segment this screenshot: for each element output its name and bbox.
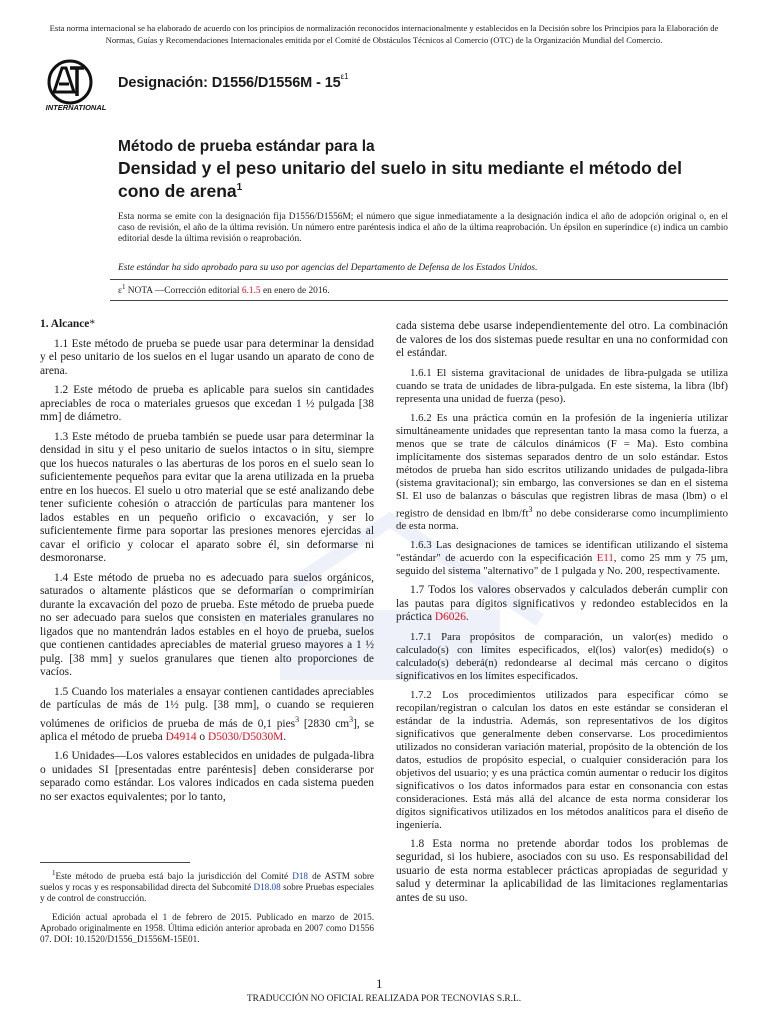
title-main: Densidad y el peso unitario del suelo in situ mediante el método del cono de arena <box>118 158 682 201</box>
p163-b: , como 25 mm y 75 µm, seguido del sistema "alternativo" de 1 pulgada y No. 200, respectivamente. <box>396 552 728 578</box>
p15-d: ], se aplica el método de prueba <box>40 717 374 743</box>
link-d18[interactable]: D18 <box>292 871 309 882</box>
international-notice: Esta norma internacional se ha elaborado de acuerdo con los principios de normalización reconocidos internacionalmente y establecidos en la Decisión sobre los Principios para la Elaboración de Normas, Guías y Recomendaciones Internacionales emitida por el Comité de Obstáculos Técnicos al Comercio (OTC) de la Organización Mundial del Comercio. <box>49 23 719 45</box>
designation-sup: ε1 <box>340 72 349 81</box>
p12-a: 1.2 Este método de prueba es aplicable para suelos sin cantidades apreciables de roca o materiales gruesos que excedan 1 <box>40 384 374 410</box>
p15-frac: ½ <box>170 699 179 711</box>
astm-logo-icon <box>40 58 112 112</box>
p15-b: pulg. [38 mm], o cuando se requieren volúmenes de orificios de prueba de más de 0,1 pies <box>40 699 374 730</box>
p15-sup: 3 <box>295 714 300 724</box>
paragraph-1-6-2 <box>396 412 728 534</box>
link-e11[interactable]: E11 <box>596 552 614 565</box>
p15-sup2: 3 <box>349 714 354 724</box>
p12-frac: ½ <box>305 397 315 410</box>
footnote-1 <box>40 868 374 904</box>
paragraph-continued: cada sistema debe usarse independientemente del otro. La combinación de valores de los dos sistemas puede resultar en una no conformidad con el estándar. <box>396 320 728 359</box>
heading-text: 1. Alcance <box>40 318 90 330</box>
footnote-2: Edición actual aprobada el 1 de febrero de 2015. Publicado en marzo de 2015. Aprobado originalmente en 1958. Última edición anterior aprobada en 2007 como D1556 07. DOI: 10.1520/D1556_D1556M-15E01. <box>40 912 374 945</box>
erratum-text-b: en enero de 2016. <box>260 286 330 297</box>
paragraph-1-6-3 <box>396 539 728 578</box>
link-d5030[interactable]: D5030/D5030M <box>207 730 284 743</box>
designation-text: Designación: D1556/D1556M - 15 <box>118 74 341 91</box>
link-d6026[interactable]: D6026 <box>434 611 466 624</box>
paragraph-1-1: 1.1 Este método de prueba se puede usar para determinar la densidad y el peso unitario de los suelos en el lugar usando un aparato de cono de arena. <box>40 337 374 377</box>
erratum-link[interactable]: 6.1.5 <box>241 286 261 297</box>
p14-b: pulg. [38 mm] y suelos granulares que tienen alto proporciones de vacíos. <box>40 652 374 678</box>
fn1-c: sobre Pruebas especiales y de control de construcción. <box>40 882 374 904</box>
paragraph-1-7 <box>396 584 728 625</box>
divider <box>110 279 728 280</box>
paragraph-1-8: 1.8 Esta norma no pretende abordar todos los problemas de seguridad, si los hubiere, asociados con su uso. Es responsabilidad del usuario de esta norma establecer prácticas apropiadas de seguridad y salud y determinar la aplicabilidad de las limitaciones reglamentarias antes de su uso. <box>396 837 728 904</box>
fn1-sup: 1 <box>52 869 56 877</box>
divider <box>110 300 728 301</box>
p15-f: . <box>283 730 287 743</box>
paragraph-1-7-2: 1.7.2 Los procedimientos utilizados para especificar cómo se recopilan/registran o calculan los datos en este estándar se consideran el estándar de la industria. Además, son representativos de los dígitos significativos que generalmente deben conservarse. Los procedimientos utilizados no consideran variación material, propósito de la obtención de los datos, estudios de propósito especial, o cualquier consideración para los objetivos del usuario; y es una práctica común aumentar o reducir los dígitos significativos o los datos informados para estar en consonancia con estas consideraciones. Está más allá del alcance de esta norma considerar los dígitos significativos utilizados en los métodos analíticos para el diseño de ingeniería. <box>396 688 728 831</box>
title-line2 <box>118 158 728 201</box>
p14-frac: ½ <box>365 639 374 651</box>
fn1-b: de ASTM sobre suelos y rocas y es responsabilidad directa del Subcomité <box>40 871 375 893</box>
section-heading <box>40 318 374 332</box>
p12-b: pulgada [38 mm] de diámetro. <box>40 397 374 423</box>
paragraph-1-6: 1.6 Unidades—Los valores establecidos en unidades de pulgada-libra o unidades SI [presentadas entre paréntesis] deben considerarse por separado como estándar. Los valores indicados en cada sistema pueden no ser exactos equivalentes; por lo tanto, <box>40 750 374 803</box>
paragraph-1-6-1: 1.6.1 El sistema gravitacional de unidades de libra-pulgada se utiliza cuando se trata de unidades de libra-pulgada. En este sistema, la libra (lbf) representa una unidad de fuerza (peso). <box>396 366 728 405</box>
p17-a: 1.7 Todos los valores observados y calculados deberán cumplir con las pautas para dígitos significativos y redondeo establecidos en la práctica <box>396 584 728 624</box>
designation <box>118 74 348 91</box>
paragraph-1-3: 1.3 Este método de prueba también se puede usar para determinar la densidad in situ y el peso unitario de suelos intactos o in situ, siempre que los huecos naturales o las aberturas de los poros en el suelo sean lo suficientemente pequeños para evitar que la arena utilizada en la prueba entre en los huecos. El suelo u otro material que se esté analizando debe tener suficiente cohesión o atracción de partículas para mantener los lados estables en un pequeño orificio o excavación, y ser lo suficientemente firme para soportar las presiones menores ejercidas al cavar el orificio y colocar el aparato sobre él, sin deformarse ni desmoronarse. <box>40 430 374 564</box>
right-column <box>396 320 728 911</box>
logo-text: INTERNATIONAL <box>45 103 107 112</box>
title-line1: Método de prueba estándar para la <box>118 138 375 155</box>
issuance-note: Esta norma se emite con la designación fija D1556/D1556M; el número que sigue inmediatamente a la designación indica el año de adopción original o, en el caso de revisión, el año de la última revisión. Un número entre paréntesis indica el año de la última reaprobación. Un épsilon en superíndice (ε) indica un cambio editorial desde la última revisión o reaprobación. <box>118 212 728 245</box>
footnote-rule <box>40 862 190 863</box>
fn1-a: Este método de prueba está bajo la jurisdicción del Comité <box>55 871 293 882</box>
p15-e: o <box>196 730 208 743</box>
paragraph-1-4 <box>40 572 374 680</box>
erratum-text-a: NOTA —Corrección editorial <box>125 286 242 297</box>
translation-note: TRADUCCIÓN NO OFICIAL REALIZADA POR TECNOVIAS S.R.L. <box>246 994 522 1004</box>
paragraph-1-2 <box>40 384 374 425</box>
paragraph-1-5 <box>40 686 374 745</box>
erratum-sup: 1 <box>121 283 126 291</box>
link-d4914[interactable]: D4914 <box>165 730 197 743</box>
title-footnote-mark: 1 <box>236 182 243 193</box>
link-d18-08[interactable]: D18.08 <box>253 882 281 893</box>
erratum-epsilon: ε <box>118 286 122 297</box>
p163-a: 1.6.3 Las designaciones de tamices se identifican utilizando el sistema "estándar" de acuerdo con la especificación <box>396 539 728 565</box>
footnotes <box>40 868 374 953</box>
p15-a: 1.5 Cuando los materiales a ensayar contienen cantidades apreciables de partículas de más de 1 <box>40 685 374 711</box>
p162-sup: 3 <box>528 504 533 514</box>
p17-b: . <box>465 611 469 624</box>
p15-c: [2830 cm <box>299 717 350 730</box>
p162-a: 1.6.2 Es una práctica común en la profesión de la ingeniería utilizar simultáneamente unidades que representan tanto la masa como la fuerza, a menos que se trate de cálculos dinámicos (F = Ma). Esto combina implícitamente dos sistemas separados dentro de un solo estándar. Estos métodos de prueba han sido escritos utilizando unidades de pulgada-libra (sistema gravitacional); sin embargo, las conversiones se dan en el sistema SI. El uso de balanzas o básculas que registren libras de masa (lbm) o el registro de densidad en lbm/ft <box>396 411 728 520</box>
approval-note: Este estándar ha sido aprobado para su uso por agencias del Departamento de Defensa de los Estados Unidos. <box>118 263 538 273</box>
left-column <box>40 318 374 810</box>
heading-mark: * <box>89 318 96 330</box>
erratum-note <box>118 283 330 296</box>
p14-a: 1.4 Este método de prueba no es adecuado para suelos orgánicos, saturados o altamente plásticos que se deformarían o comprimirían durante la excavación del pozo de prueba. Este método de prueba puede no ser adecuado para suelos que consisten en materiales granulares no ligados que no mantendrán lados estables en el hoyo de prueba, suelos que contienen cantidades apreciables de material grueso mayores a 1 <box>40 571 374 651</box>
paragraph-1-7-1: 1.7.1 Para propósitos de comparación, un valor(es) medido o calculado(s) con límites especificados, el(los) valor(es) medido(s) o calculado(s) deberá(n) redondearse al decimal más cercano o dígitos significativos en los límites especificados. <box>396 630 728 682</box>
page-number: 1 <box>376 976 383 991</box>
p162-b: no debe considerarse como incumplimiento de esta norma. <box>396 507 728 533</box>
